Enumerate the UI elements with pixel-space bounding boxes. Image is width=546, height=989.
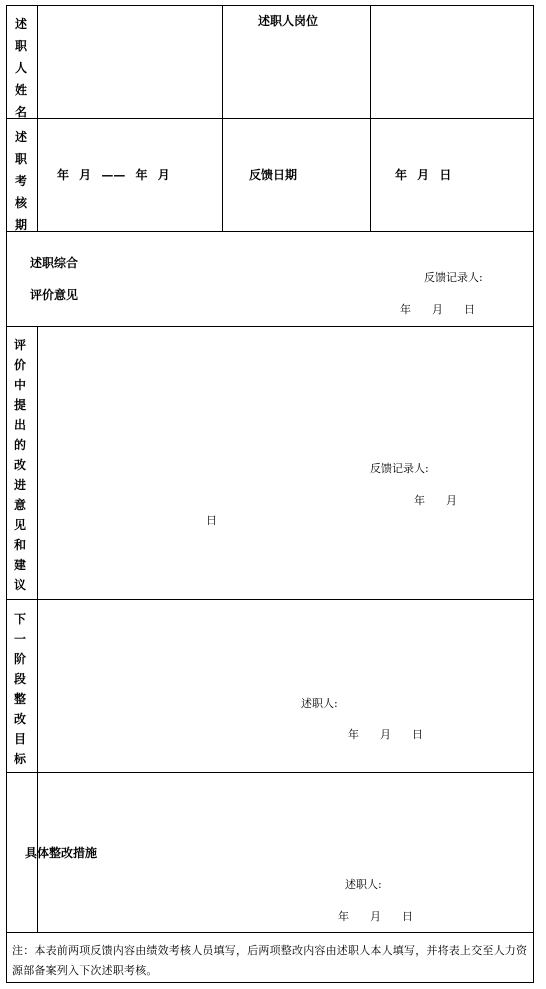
rectification-measures-label: 具体整改措施 bbox=[25, 846, 98, 860]
period-label: 述职考核期 bbox=[14, 130, 27, 232]
column-divider bbox=[37, 5, 38, 232]
feedback-date: 年 月 日 bbox=[400, 303, 475, 316]
column-divider bbox=[370, 5, 371, 232]
feedback-recorder: 反馈记录人: bbox=[424, 271, 483, 284]
row-divider bbox=[6, 932, 534, 933]
column-divider bbox=[222, 5, 223, 232]
reporter-signature: 述职人: bbox=[345, 878, 382, 891]
row-divider bbox=[6, 231, 534, 232]
comprehensive-evaluation-label-2: 评价意见 bbox=[30, 288, 79, 302]
row-divider bbox=[6, 599, 534, 600]
name-label: 述职人姓名 bbox=[14, 17, 27, 119]
position-label: 述职人岗位 bbox=[258, 14, 319, 28]
feedback-date-value: 年 月 日 bbox=[395, 168, 452, 182]
row-divider bbox=[6, 326, 534, 327]
feedback-date-year-month: 年 月 bbox=[414, 494, 457, 507]
feedback-date-label: 反馈日期 bbox=[249, 168, 298, 182]
period-value: 年 月 —— 年 月 bbox=[57, 168, 170, 182]
improvement-suggestions-label: 评价中提出的改进意见和建议 bbox=[13, 338, 26, 592]
feedback-date-day: 日 bbox=[206, 514, 217, 527]
reporter-signature: 述职人: bbox=[301, 697, 338, 710]
feedback-recorder: 反馈记录人: bbox=[370, 462, 429, 475]
column-divider bbox=[37, 326, 38, 933]
row-divider bbox=[6, 772, 534, 773]
reporter-date: 年 月 日 bbox=[348, 728, 423, 741]
form-note: 注：本表前两项反馈内容由绩效考核人员填写，后两项整改内容由述职人本人填写，并将表上交至人力资源部备案列入下次述职考核。 bbox=[12, 944, 528, 977]
reporter-date: 年 月 日 bbox=[338, 910, 413, 923]
row-divider bbox=[6, 118, 534, 119]
next-stage-goals-label: 下一阶段整改目标 bbox=[13, 612, 26, 766]
comprehensive-evaluation-label: 述职综合 bbox=[30, 256, 79, 270]
